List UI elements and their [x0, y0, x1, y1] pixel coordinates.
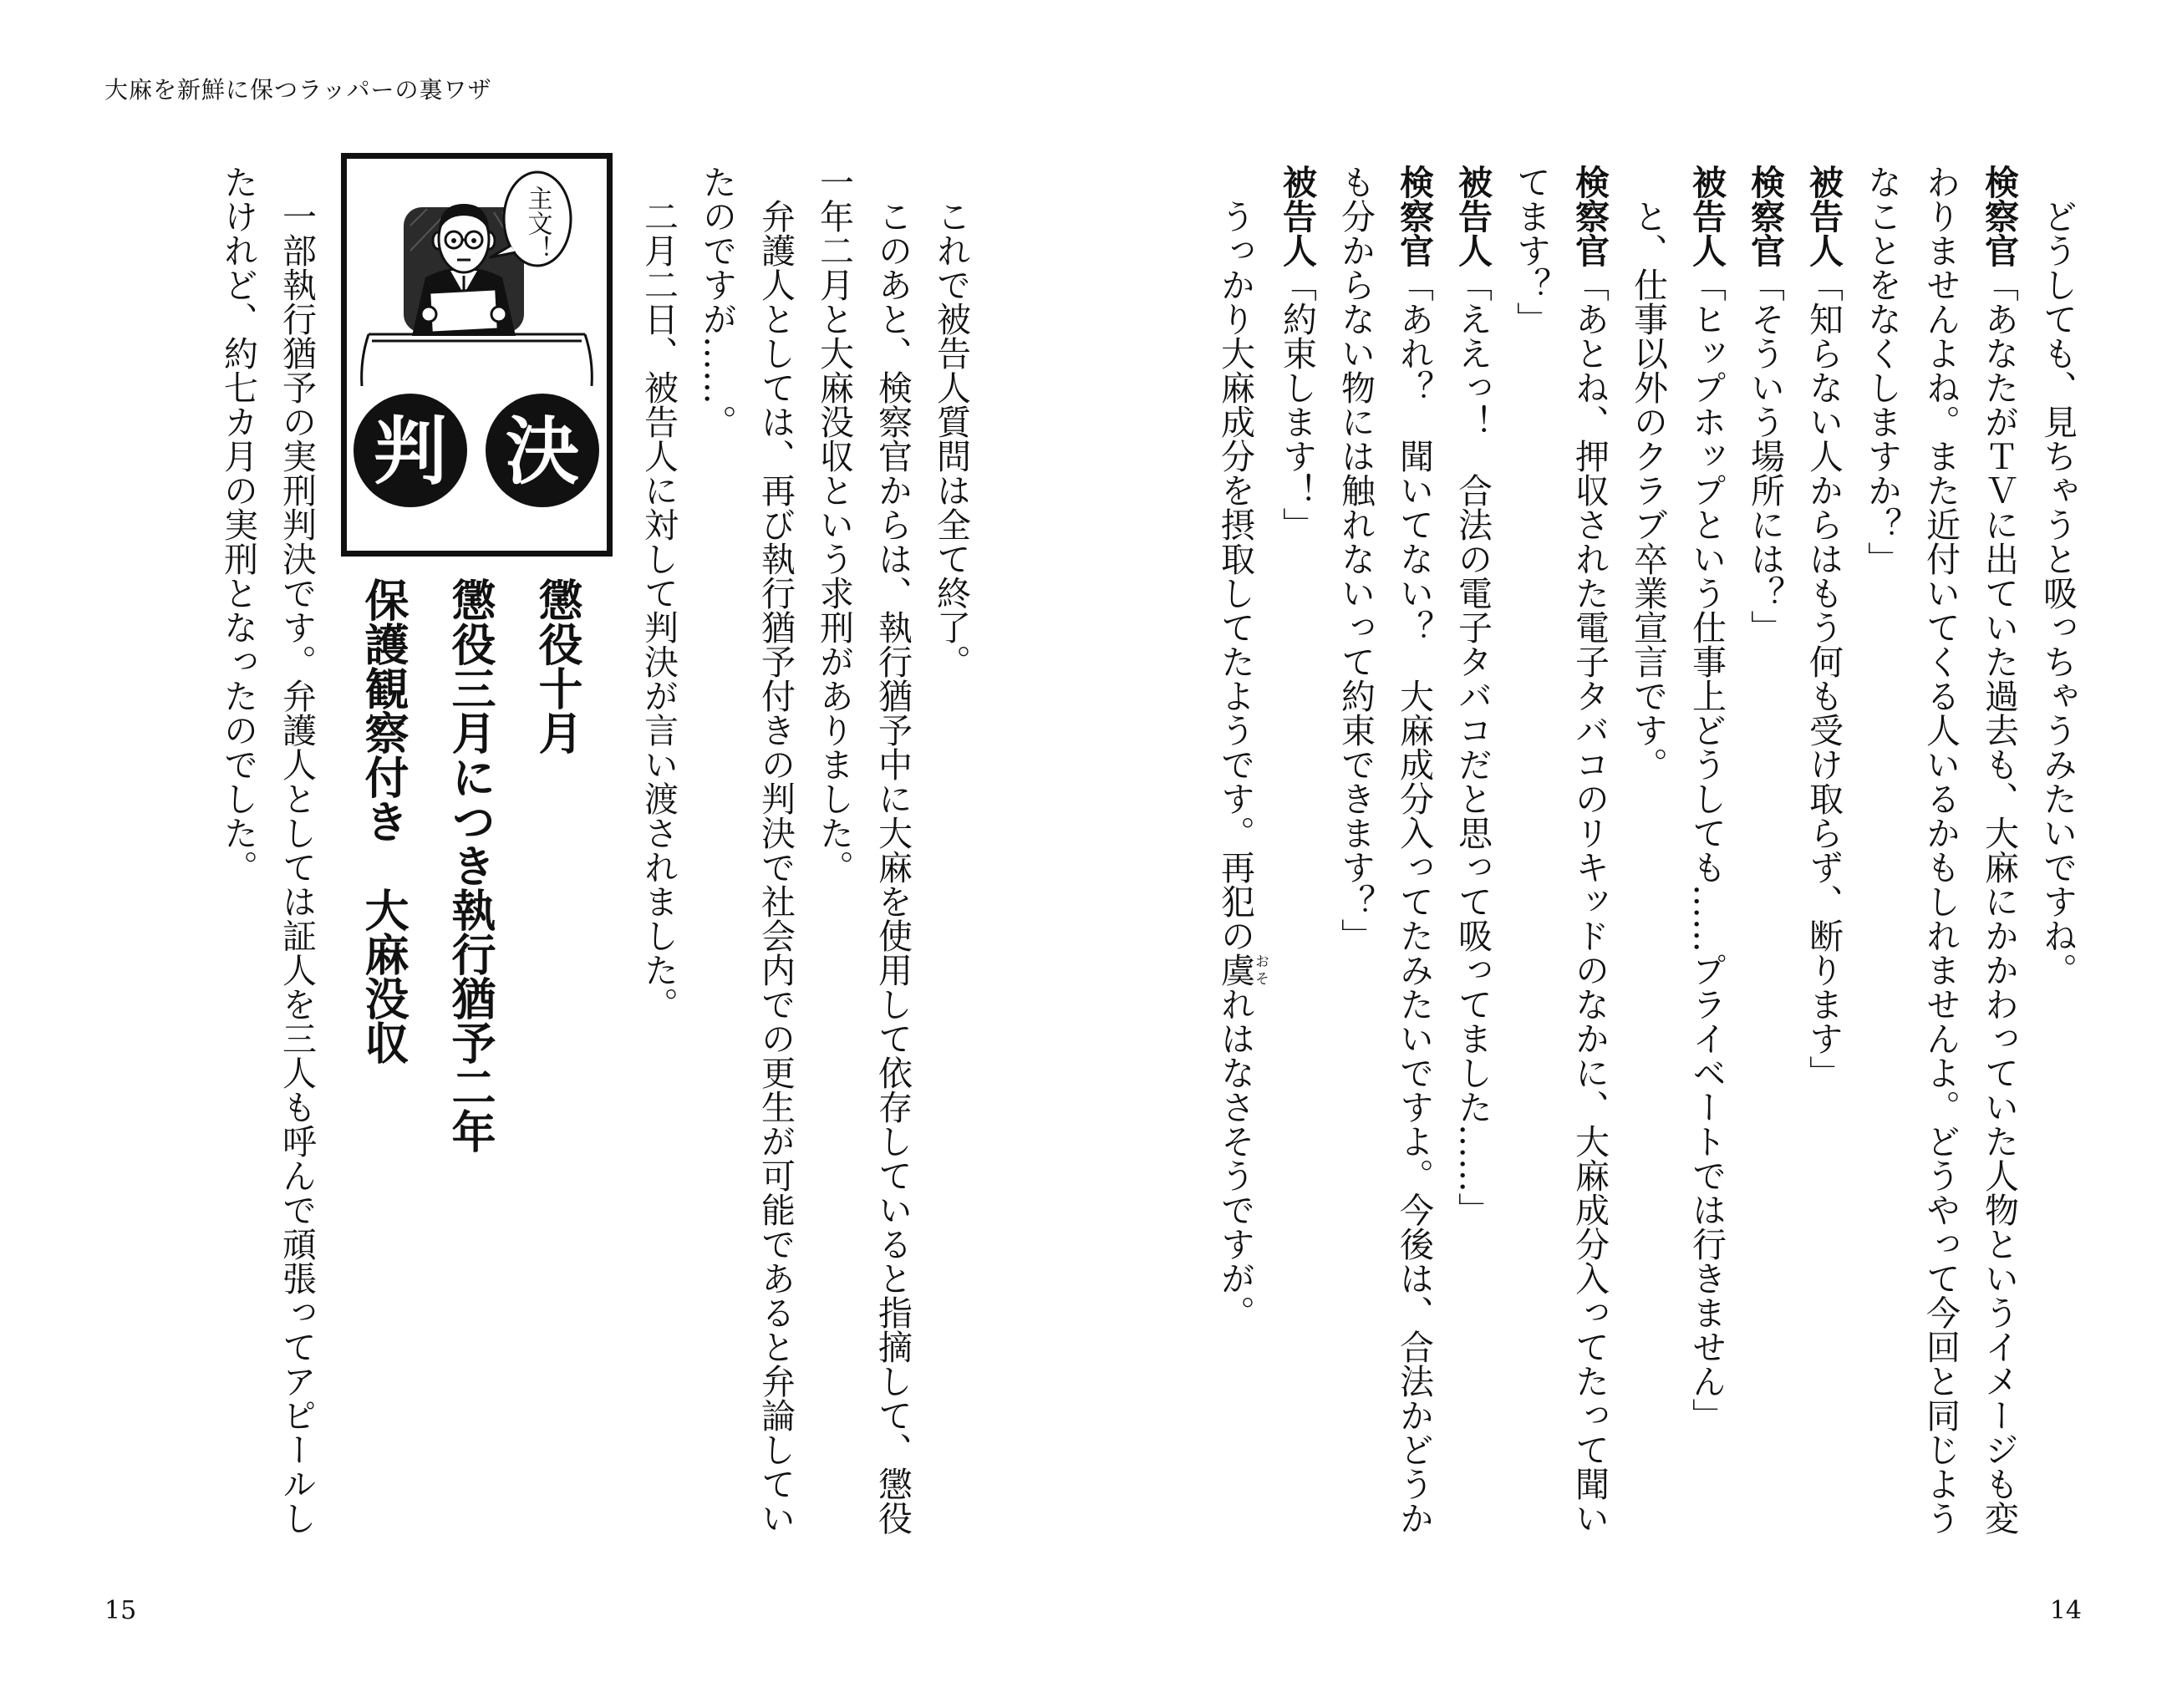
dialogue-line [1268, 165, 1326, 1552]
dialogue-line [1677, 165, 1736, 1552]
narration-line: 一年二月と大麻没収という求刑がありました。 [814, 165, 854, 884]
verdict-badge-han-label: 判 [373, 409, 448, 495]
speaker-label: 被告人 [1803, 165, 1844, 267]
dialogue-text: 「あなたがＴＶに出ていた過去も、大麻にかかわっていた人物というイメージも変 [1979, 267, 2019, 1535]
dialogue-continuation: わりませんよね。また近付いてくる人いるかもしれませんよ。どうやって今回と同じよう [1920, 165, 1961, 1535]
eye [471, 238, 476, 243]
dialogue-line [1736, 165, 1794, 1552]
verdict-line: 懲役十月 [532, 577, 582, 755]
eye [451, 238, 456, 243]
ruby-annotation [1215, 953, 1269, 987]
speaker-label: 検察官 [1394, 165, 1434, 267]
dialogue-text: 「約束します！」 [1277, 267, 1317, 541]
page-number-right: 14 [2049, 1596, 2082, 1625]
speech-bubble-text: 主文！ [522, 186, 552, 261]
narration-line: これで被告人質問は全て終了。 [931, 199, 971, 679]
narration-line: 二月二日、被告人に対して判決が言い渡されました。 [638, 199, 679, 1021]
judgment-box [341, 153, 613, 557]
dialogue-continuation: てます？」 [1511, 165, 1551, 336]
dialogue-line [1794, 165, 1853, 1552]
dialogue-line [1970, 165, 2028, 1552]
verdict-lines [339, 577, 600, 1212]
ruby-reading: おそ [1252, 953, 1269, 987]
dialogue-line [1560, 165, 1619, 1552]
hand [491, 307, 506, 322]
narration-line: このあと、検察官からは、執行猶予中に大麻を使用して依存していると指摘して、懲役 [872, 199, 913, 1535]
page-number-left: 15 [104, 1596, 137, 1625]
closing-text [209, 165, 326, 1552]
narration-line: たけれど、約七カ月の実刑となったのでした。 [218, 165, 258, 884]
speaker-label: 検察官 [1745, 165, 1785, 267]
narration-line [1206, 165, 1268, 1552]
running-title: 大麻を新鮮に保つラッパーの裏ワザ [104, 76, 492, 104]
narration-line: 一部執行猶予の実刑判決です。弁護人としては証人を三人も呼んで頑張ってアピールし [277, 199, 317, 1535]
dialogue-line [1385, 165, 1443, 1552]
narration-text: れはなさそうですが。 [1215, 987, 1255, 1329]
dialogue-text: 「あとね、押収された電子タバコのリキッドのなかに、大麻成分入ってたって聞い [1569, 267, 1610, 1535]
dialogue-line [1443, 165, 1502, 1552]
ruby-base: 虞 [1215, 953, 1255, 987]
left-page-text [629, 165, 980, 1552]
narration-line: どうしても、見ちゃうと吸っちゃうみたいですね。 [2037, 199, 2078, 987]
judge-illustration [347, 159, 607, 551]
speaker-label: 被告人 [1452, 165, 1493, 267]
dialogue-continuation: なことをなくしますか？」 [1862, 165, 1902, 576]
hand [421, 307, 436, 322]
dialogue-text: 「ヒップホップという仕事上どうしても……プライベートでは行きません」 [1686, 267, 1727, 1432]
dialogue-text: 「ええっ！ 合法の電子タバコだと思って吸ってました……」 [1452, 267, 1493, 1227]
dialogue-text: 「知らない人からはもう何も受け取らず、断ります」 [1803, 267, 1844, 1090]
narration-line: たのですが……。 [697, 165, 737, 439]
dialogue-text: 「そういう場所には？」 [1745, 267, 1785, 644]
right-page-text [1206, 165, 2087, 1552]
dialogue-continuation: も分からない物には触れないって約束できます？」 [1335, 165, 1376, 953]
judge-desk [362, 334, 593, 386]
dialogue-text: 「あれ？ 聞いてない？ 大麻成分入ってたみたいですよ。今後は、合法かどうか [1394, 267, 1434, 1535]
verdict-line: 懲役三月につき執行猶予二年 [445, 577, 496, 1153]
paper-document [430, 289, 498, 333]
narration-line: と、仕事以外のクラブ卒業宣言です。 [1628, 199, 1668, 781]
speaker-label: 検察官 [1569, 165, 1610, 267]
narration-text: うっかり大麻成分を摂取してたようです。再犯の [1215, 199, 1255, 953]
verdict-line: 保護観察付き 大麻没収 [358, 577, 409, 1065]
verdict-badge-ketsu-label: 決 [505, 409, 580, 495]
speaker-label: 検察官 [1979, 165, 2019, 267]
speaker-label: 被告人 [1277, 165, 1317, 267]
narration-line: 弁護人としては、再び執行猶予付きの判決で社会内での更生が可能であると弁論してい [755, 199, 796, 1535]
speaker-label: 被告人 [1686, 165, 1727, 267]
